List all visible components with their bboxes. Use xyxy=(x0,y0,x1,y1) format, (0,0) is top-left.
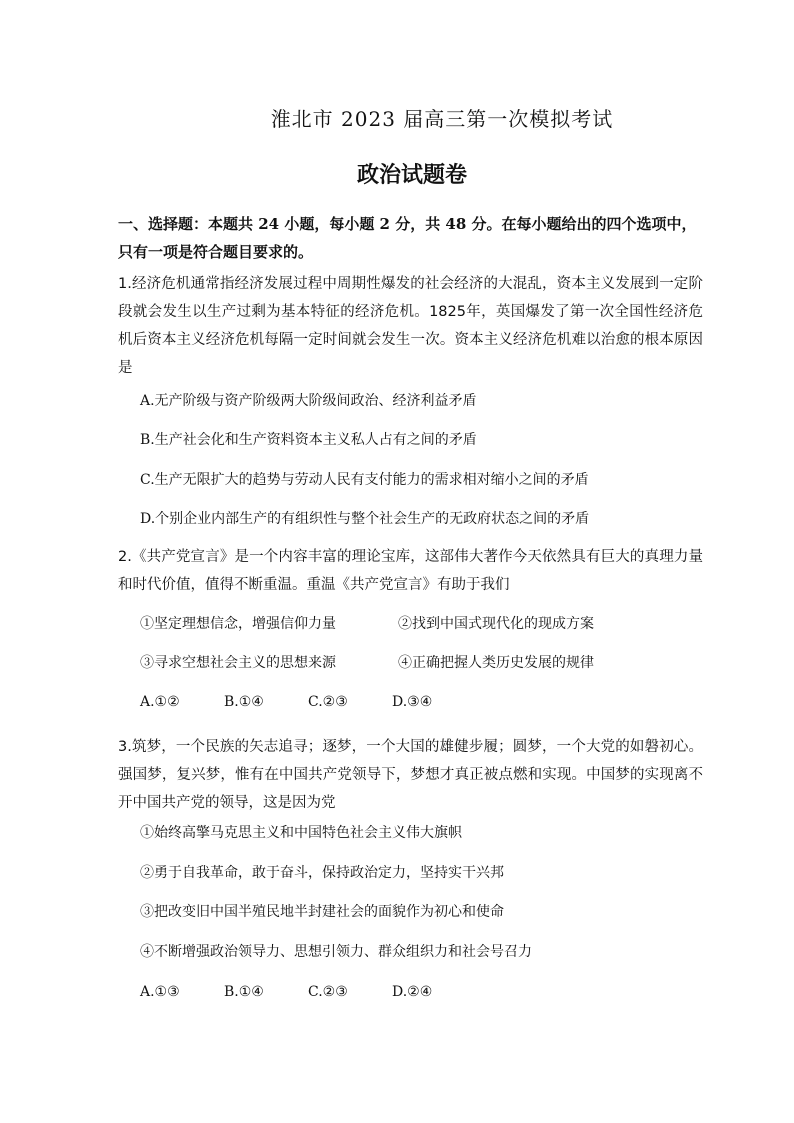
question-2-answer-a: A.①② xyxy=(140,694,180,710)
question-2-answers xyxy=(140,692,700,712)
section-heading: 一、选择题：本题共 24 小题，每小题 2 分，共 48 分。在每小题给出的四个选项中，只有一项是符合题目要求的。 xyxy=(118,215,697,261)
question-3-stem: 3.筑梦，一个民族的矢志追寻；逐梦，一个大国的雄健步履；圆梦，一个大党的如磐初心。强国梦，复兴梦，惟有在中国共产党领导下，梦想才真正被点燃和实现。中国梦的实现离不开中国共产党的领导，这是因为党 xyxy=(118,739,703,811)
question-1-option-d: D.个别企业内部生产的有组织性与整个社会生产的无政府状态之间的矛盾 xyxy=(140,511,590,527)
question-2-options-row-1 xyxy=(140,614,700,634)
question-3-option-4: ④不断增强政治领导力、思想引领力、群众组织力和社会号召力 xyxy=(140,944,532,960)
question-2-option-2: ②找到中国式现代化的现成方案 xyxy=(398,616,594,632)
question-2-option-3: ③寻求空想社会主义的思想来源 xyxy=(140,655,336,671)
question-2-option-4: ④正确把握人类历史发展的规律 xyxy=(398,655,594,671)
question-2-option-1: ①坚定理想信念，增强信仰力量 xyxy=(140,616,336,632)
question-2-answer-b: B.①④ xyxy=(224,694,264,710)
question-3-option-1: ①始终高擎马克思主义和中国特色社会主义伟大旗帜 xyxy=(140,825,462,841)
question-3-answer-b: B.①④ xyxy=(224,984,264,1000)
question-3-answer-c: C.②③ xyxy=(308,984,348,1000)
question-2-stem: 2.《共产党宣言》是一个内容丰富的理论宝库，这部伟大著作今天依然具有巨大的真理力量和时代价值，值得不断重温。重温《共产党宣言》有助于我们 xyxy=(118,549,703,593)
question-2-answer-d: D.③④ xyxy=(392,694,433,710)
question-1-option-b: B.生产社会化和生产资料资本主义私人占有之间的矛盾 xyxy=(140,432,477,448)
question-3-answers xyxy=(140,982,700,1002)
question-1-option-c: C.生产无限扩大的趋势与劳动人民有支付能力的需求相对缩小之间的矛盾 xyxy=(140,472,589,488)
exam-subtitle: 政治试题卷 xyxy=(356,162,467,188)
question-2-options-row-2 xyxy=(140,653,700,673)
question-3-answer-a: A.①③ xyxy=(140,984,180,1000)
question-3-answer-d: D.②④ xyxy=(392,984,433,1000)
question-1-option-a: A.无产阶级与资产阶级两大阶级间政治、经济利益矛盾 xyxy=(140,393,477,409)
question-3-option-2: ②勇于自我革命，敢于奋斗，保持政治定力，坚持实干兴邦 xyxy=(140,865,504,881)
question-1-stem: 1.经济危机通常指经济发展过程中周期性爆发的社会经济的大混乱，资本主义发展到一定阶段就会发生以生产过剩为基本特征的经济危机。1825年，英国爆发了第一次全国性经济危机后资本主义经济危机每隔一定时间就会发生一次。资本主义经济危机难以治愈的根本原因是 xyxy=(118,276,703,376)
exam-title: 淮北市 2023 届高三第一次模拟考试 xyxy=(270,107,614,131)
question-2-answer-c: C.②③ xyxy=(308,694,348,710)
question-3-option-3: ③把改变旧中国半殖民地半封建社会的面貌作为初心和使命 xyxy=(140,904,504,920)
